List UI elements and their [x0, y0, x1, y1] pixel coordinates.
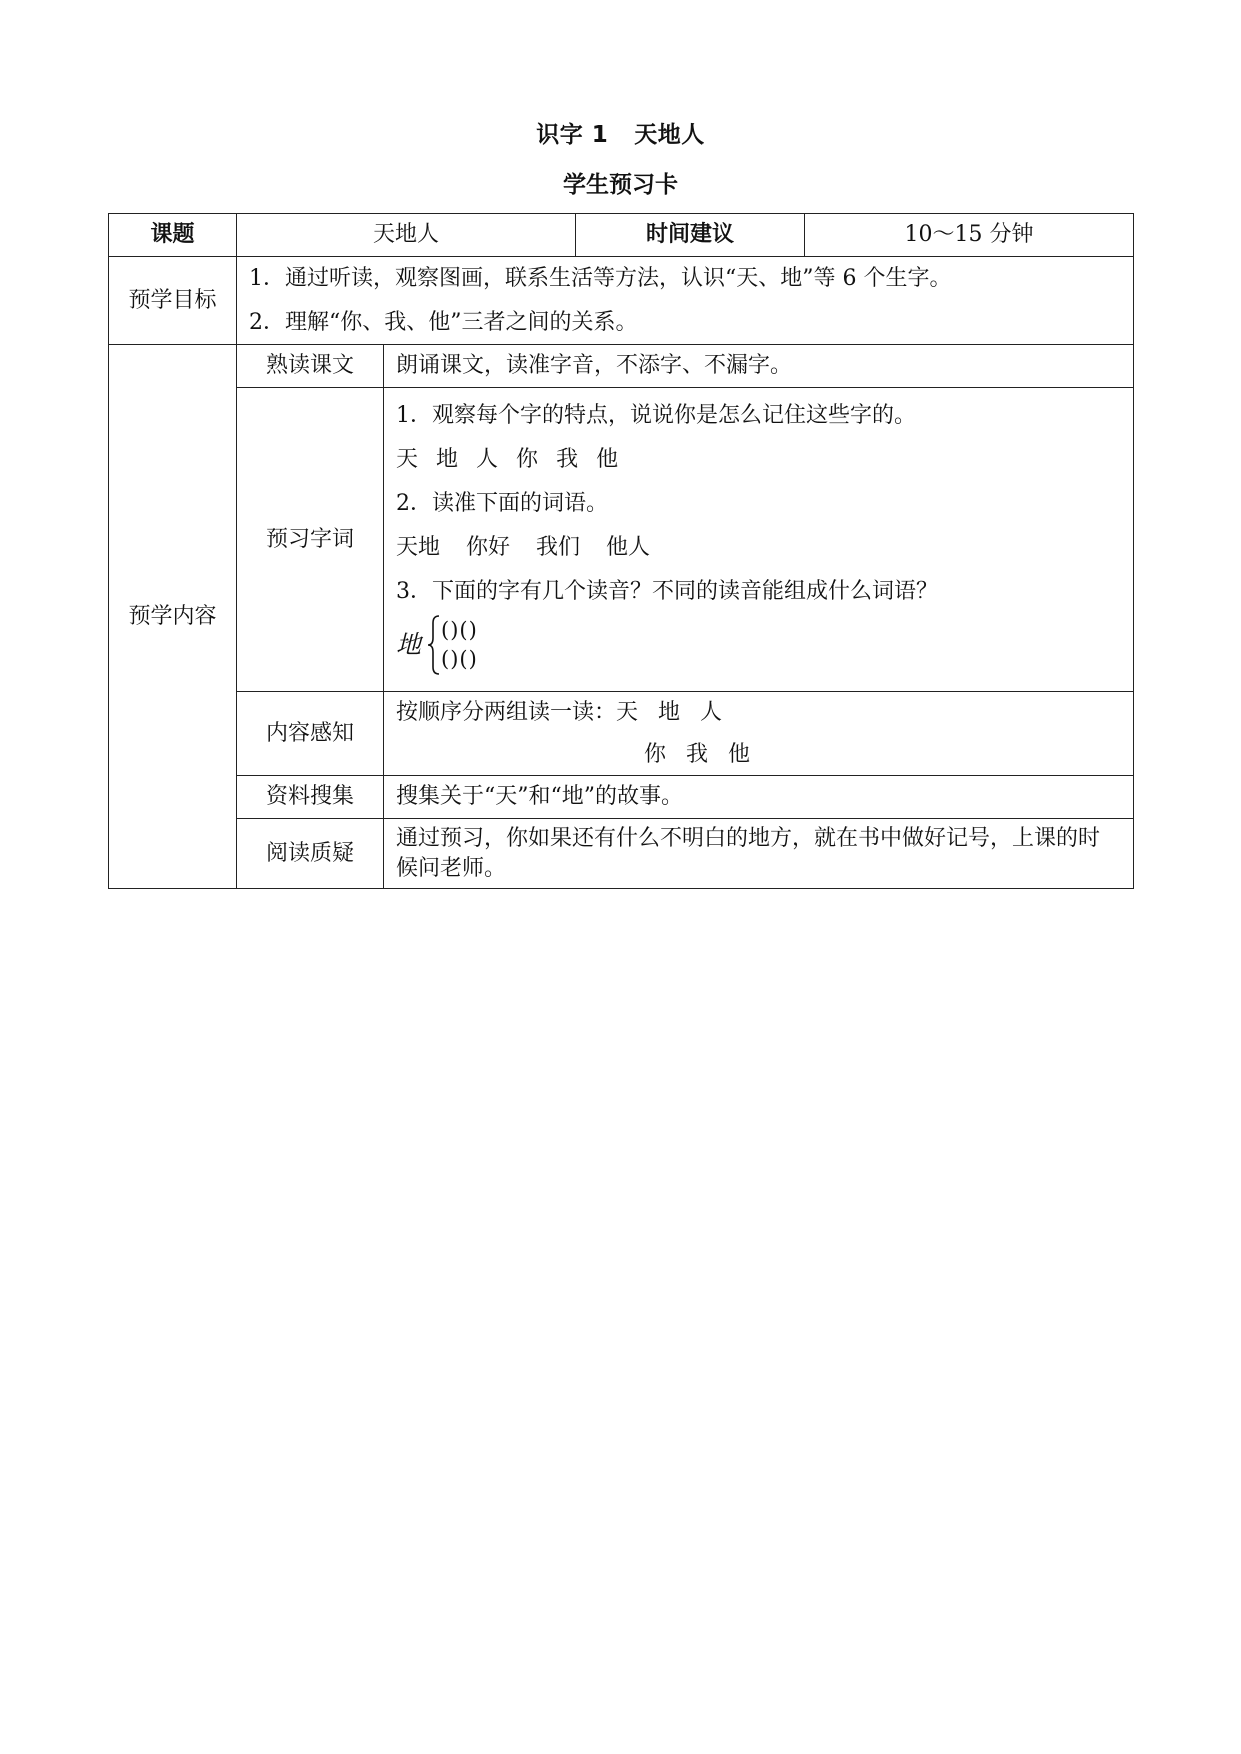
char-item: 他 — [596, 446, 619, 472]
reading-label: 熟读课文 — [237, 345, 384, 388]
group2-char: 他 — [728, 741, 751, 767]
words-content — [384, 388, 1134, 692]
preview-card-table — [108, 213, 1134, 889]
char-item: 你 — [516, 446, 539, 472]
topic-label: 课题 — [109, 214, 237, 257]
perception-row — [109, 692, 1134, 776]
reading-text: 朗诵课文，读准字音，不添字、不漏字。 — [384, 345, 1134, 388]
question-label: 阅读质疑 — [237, 819, 384, 889]
polyphone-exercise — [396, 611, 1121, 679]
title-prefix: 识字 1 — [536, 122, 609, 148]
perception-line-2 — [396, 740, 1121, 770]
perception-prompt: 按顺序分两组读一读： — [396, 699, 617, 725]
phrase-item: 我们 — [536, 534, 581, 560]
char-list — [396, 445, 1121, 475]
page-subtitle: 学生预习卡 — [563, 172, 678, 198]
paren-row-1: ()() — [441, 617, 478, 642]
group2-char: 你 — [644, 741, 667, 767]
phrase-list — [396, 533, 1121, 563]
char-item: 我 — [556, 446, 579, 472]
paren-answer-rows — [441, 616, 478, 674]
goal-item-2: 2．理解“你、我、他”三者之间的关系。 — [249, 309, 638, 335]
paren-row-2: ()() — [441, 646, 478, 671]
polyphone-char: 地 — [396, 629, 422, 659]
collect-label: 资料搜集 — [237, 776, 384, 819]
perception-line-1 — [396, 698, 1121, 728]
group1-char: 人 — [700, 699, 723, 725]
content-label: 预学内容 — [109, 345, 237, 889]
group1-char: 天 — [616, 699, 639, 725]
phrase-item: 他人 — [606, 534, 651, 560]
perception-label: 内容感知 — [237, 692, 384, 776]
words-question-2: 2．读准下面的词语。 — [396, 490, 608, 516]
title-main: 天地人 — [634, 122, 705, 148]
collect-text: 搜集关于“天”和“地”的故事。 — [384, 776, 1134, 819]
time-label: 时间建议 — [576, 214, 805, 257]
page-title — [0, 120, 1241, 150]
goals-content — [237, 257, 1134, 345]
goals-row — [109, 257, 1134, 345]
group2-char: 我 — [686, 741, 709, 767]
char-item: 地 — [436, 446, 459, 472]
topic-row — [109, 214, 1134, 257]
left-brace-icon — [427, 614, 441, 676]
words-question-1: 1．观察每个字的特点，说说你是怎么记住这些字的。 — [396, 402, 916, 428]
goals-label: 预学目标 — [109, 257, 237, 345]
char-item: 天 — [396, 446, 419, 472]
collect-row — [109, 776, 1134, 819]
perception-content — [384, 692, 1134, 776]
words-row — [109, 388, 1134, 692]
words-label: 预习字词 — [237, 388, 384, 692]
question-text: 通过预习，你如果还有什么不明白的地方，就在书中做好记号，上课的时候问老师。 — [384, 819, 1134, 889]
words-question-3: 3．下面的字有几个读音？不同的读音能组成什么词语？ — [396, 578, 938, 604]
phrase-item: 天地 — [396, 534, 441, 560]
reading-row — [109, 345, 1134, 388]
group1-char: 地 — [658, 699, 681, 725]
topic-value: 天地人 — [237, 214, 576, 257]
char-item: 人 — [476, 446, 499, 472]
phrase-item: 你好 — [466, 534, 511, 560]
question-row — [109, 819, 1134, 889]
time-value: 10～15 分钟 — [805, 214, 1134, 257]
goal-item-1: 1．通过听读，观察图画，联系生活等方法，认识“天、地”等 6 个生字。 — [249, 265, 952, 291]
